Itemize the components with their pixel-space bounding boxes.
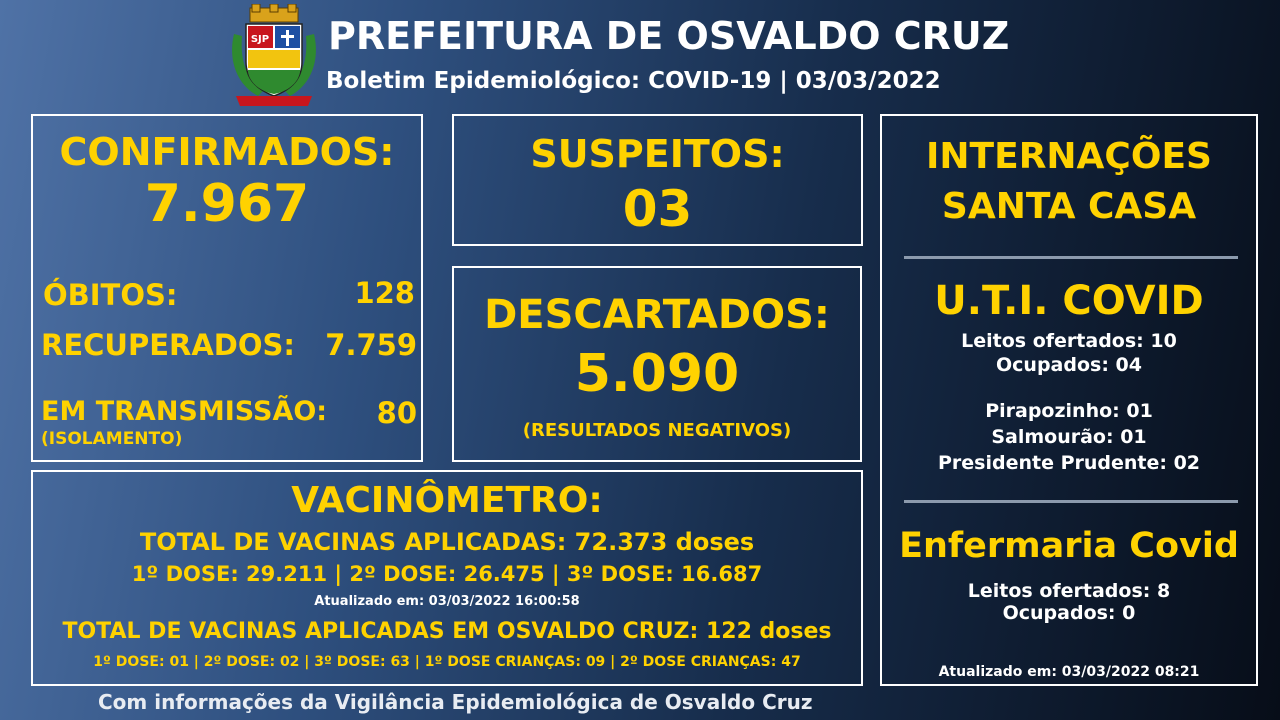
transmission-value: 80	[376, 396, 417, 430]
footer-source: Com informações da Vigilância Epidemiológica de Osvaldo Cruz	[98, 690, 813, 714]
suspected-panel	[452, 114, 863, 246]
recovered-value: 7.759	[325, 328, 417, 362]
deaths-value: 128	[354, 276, 415, 310]
vaccine-title: VACINÔMETRO:	[291, 480, 603, 521]
transmission-note: (ISOLAMENTO)	[41, 429, 183, 449]
page-subtitle: Boletim Epidemiológico: COVID-19 | 03/03/2022	[326, 68, 941, 94]
vaccine-updated: Atualizado em: 03/03/2022 16:00:58	[314, 594, 580, 609]
icu-city-item: Presidente Prudente: 02	[937, 452, 1201, 474]
divider	[904, 256, 1238, 259]
icu-beds-occupied: Ocupados: 04	[996, 354, 1142, 376]
hospitalization-title-line2: SANTA CASA	[941, 186, 1197, 227]
ward-beds-offered: Leitos ofertados: 8	[967, 580, 1171, 602]
discarded-note: (RESULTADOS NEGATIVOS)	[522, 420, 792, 441]
confirmed-panel	[31, 114, 423, 462]
ward-title: Enfermaria Covid	[899, 526, 1239, 566]
icu-beds-offered: Leitos ofertados: 10	[961, 330, 1177, 352]
hospitalization-title-line1: INTERNAÇÕES	[926, 136, 1212, 177]
discarded-value: 5.090	[574, 344, 740, 404]
crest-letters: SJP	[250, 34, 270, 45]
city-crest-logo	[228, 4, 320, 108]
icu-city-item: Salmourão: 01	[991, 426, 1147, 448]
vaccine-local-total: TOTAL DE VACINAS APLICADAS EM OSVALDO CRUZ: 122 doses	[62, 619, 832, 644]
icu-title: U.T.I. COVID	[934, 278, 1204, 324]
suspected-label: SUSPEITOS:	[530, 132, 785, 176]
discarded-label: DESCARTADOS:	[484, 292, 830, 338]
deaths-label: ÓBITOS:	[43, 278, 178, 312]
vaccine-total: TOTAL DE VACINAS APLICADAS: 72.373 doses	[139, 528, 755, 556]
confirmed-value: 7.967	[144, 174, 310, 234]
suspected-value: 03	[622, 180, 693, 238]
vaccine-local-doses: 1º DOSE: 01 | 2º DOSE: 02 | 3º DOSE: 63 | 1º DOSE CRIANÇAS: 09 | 2º DOSE CRIANÇAS: 47	[93, 654, 801, 670]
vaccine-doses: 1º DOSE: 29.211 | 2º DOSE: 26.475 | 3º DOSE: 16.687	[131, 562, 763, 586]
transmission-label: EM TRANSMISSÃO:	[41, 396, 328, 427]
recovered-label: RECUPERADOS:	[41, 328, 296, 362]
ward-beds-occupied: Ocupados: 0	[1002, 602, 1136, 624]
discarded-panel	[452, 266, 862, 462]
icu-city-item: Pirapozinho: 01	[985, 400, 1153, 422]
confirmed-label: CONFIRMADOS:	[59, 130, 395, 174]
page-title: PREFEITURA DE OSVALDO CRUZ	[328, 14, 1010, 58]
divider	[904, 500, 1238, 503]
hospitalization-panel	[880, 114, 1258, 686]
vaccine-panel	[31, 470, 863, 686]
hospitalization-updated: Atualizado em: 03/03/2022 08:21	[938, 664, 1200, 680]
